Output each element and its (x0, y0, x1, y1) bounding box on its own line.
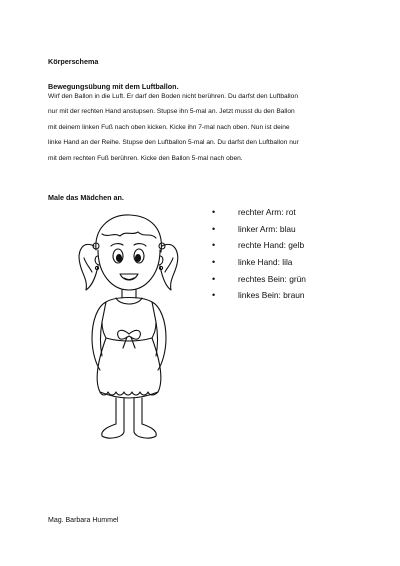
bullet-icon: • (212, 207, 216, 217)
list-item (212, 223, 306, 240)
list-item (212, 239, 306, 256)
exercise-line: linke Hand an der Reihe. Stupse den Luftballon 5-mal an. Du darfst den Luftballon nur (48, 139, 299, 147)
list-item-label: rechtes Bein: grün (238, 273, 306, 284)
face (98, 250, 160, 290)
mouth (120, 274, 138, 280)
list-item-label: linkes Bein: braun (238, 290, 305, 301)
list-item-label: linke Hand: lila (238, 257, 293, 268)
author-footer: Mag. Barbara Hummel (48, 517, 119, 524)
exercise-line: mit dem rechten Fuß berühren. Kicke den Ballon 5-mal nach oben. (48, 154, 243, 162)
list-item (212, 256, 306, 273)
task-heading: Male das Mädchen an. (48, 193, 124, 202)
left-leg (116, 398, 124, 424)
list-item (212, 289, 306, 306)
list-item (212, 273, 306, 290)
bullet-icon: • (212, 273, 216, 284)
exercise-line: Wirf den Ballon in die Luft. Er darf den Boden nicht berühren. Du darfst den Luftballon (48, 93, 298, 100)
page-title: Körperschema (48, 57, 99, 66)
coloring-instructions-list (212, 206, 306, 306)
exercise-text (48, 92, 358, 169)
exercise-heading: Bewegungsübung mit dem Luftballon. (48, 82, 179, 91)
girl-coloring-illustration (76, 210, 182, 443)
exercise-line: mit deinem linken Fuß nach oben kicken. Kicke ihn 7-mal nach oben. Nun ist deine (48, 123, 290, 131)
exercise-line: nur mit der rechten Hand anstupsen. Stupse ihn 5-mal an. Jetzt musst du den Ballon (48, 108, 295, 116)
left-shoe (102, 424, 124, 438)
bullet-icon: • (212, 290, 216, 301)
bullet-icon: • (212, 240, 216, 251)
bow (118, 330, 141, 339)
list-item-label: linker Arm: blau (238, 223, 296, 234)
list-item (212, 206, 306, 223)
dress (97, 298, 161, 399)
right-shoe (134, 424, 156, 438)
list-item-label: rechte Hand: gelb (238, 240, 305, 251)
bullet-icon: • (212, 223, 216, 234)
list-item-label: rechter Arm: rot (238, 207, 296, 217)
bullet-icon: • (212, 257, 216, 268)
right-leg (134, 398, 142, 424)
